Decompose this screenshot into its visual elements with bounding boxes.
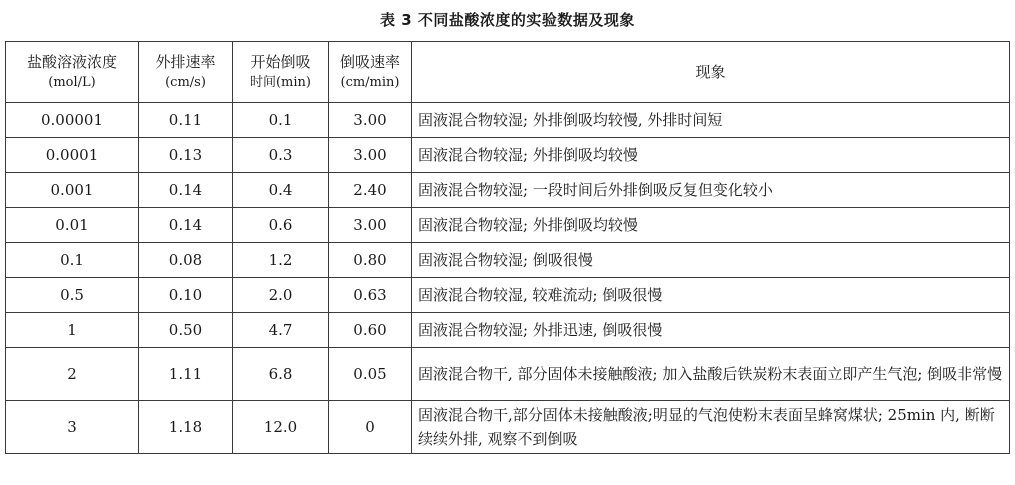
cell-start-time: 4.7 bbox=[233, 313, 329, 348]
table-row bbox=[6, 313, 1010, 348]
cell-outflow-rate: 0.11 bbox=[139, 103, 233, 138]
header-concentration bbox=[6, 42, 139, 103]
header-backflow-rate-label: 倒吸速率 bbox=[339, 53, 400, 71]
header-start-time bbox=[233, 42, 329, 103]
cell-start-time: 0.1 bbox=[233, 103, 329, 138]
cell-concentration: 2 bbox=[6, 348, 139, 401]
cell-outflow-rate: 0.50 bbox=[139, 313, 233, 348]
cell-concentration: 0.0001 bbox=[6, 138, 139, 173]
cell-phenomenon: 固液混合物较湿; 一段时间后外排倒吸反复但变化较小 bbox=[412, 173, 1010, 208]
cell-start-time: 12.0 bbox=[233, 401, 329, 454]
cell-phenomenon: 固液混合物较湿; 倒吸很慢 bbox=[412, 243, 1010, 278]
cell-start-time: 0.3 bbox=[233, 138, 329, 173]
cell-concentration: 3 bbox=[6, 401, 139, 454]
cell-backflow-rate: 0 bbox=[329, 401, 412, 454]
cell-concentration: 1 bbox=[6, 313, 139, 348]
cell-start-time: 6.8 bbox=[233, 348, 329, 401]
cell-outflow-rate: 0.14 bbox=[139, 208, 233, 243]
header-row bbox=[6, 42, 1010, 103]
cell-concentration: 0.001 bbox=[6, 173, 139, 208]
header-outflow-rate-unit: (cm/s) bbox=[165, 75, 206, 90]
cell-backflow-rate: 3.00 bbox=[329, 138, 412, 173]
cell-backflow-rate: 3.00 bbox=[329, 208, 412, 243]
cell-phenomenon: 固液混合物较湿; 外排迅速, 倒吸很慢 bbox=[412, 313, 1010, 348]
cell-outflow-rate: 0.10 bbox=[139, 278, 233, 313]
cell-concentration: 0.01 bbox=[6, 208, 139, 243]
table-caption: 表 3 不同盐酸浓度的实验数据及现象 bbox=[380, 11, 635, 29]
header-start-time-unit: 时间(min) bbox=[249, 75, 311, 90]
header-start-time-label: 开始倒吸 bbox=[250, 53, 311, 71]
cell-concentration: 0.1 bbox=[6, 243, 139, 278]
cell-outflow-rate: 1.11 bbox=[139, 348, 233, 401]
header-concentration-unit: (mol/L) bbox=[48, 75, 96, 90]
cell-phenomenon: 固液混合物较湿; 外排倒吸均较慢 bbox=[412, 138, 1010, 173]
header-backflow-rate-unit: (cm/min) bbox=[340, 75, 400, 90]
cell-concentration: 0.5 bbox=[6, 278, 139, 313]
cell-phenomenon: 固液混合物干, 部分固体未接触酸液; 加入盐酸后铁炭粉末表面立即产生气泡; 倒吸非常慢 bbox=[412, 348, 1010, 401]
cell-phenomenon: 固液混合物干,部分固体未接触酸液;明显的气泡使粉末表面呈蜂窝煤状; 25min 内, 断断续续外排, 观察不到倒吸 bbox=[412, 401, 1010, 454]
table-row bbox=[6, 173, 1010, 208]
table-row bbox=[6, 278, 1010, 313]
data-table bbox=[5, 41, 1010, 454]
cell-outflow-rate: 0.08 bbox=[139, 243, 233, 278]
cell-backflow-rate: 0.63 bbox=[329, 278, 412, 313]
cell-outflow-rate: 0.14 bbox=[139, 173, 233, 208]
cell-phenomenon: 固液混合物较湿; 外排倒吸均较慢 bbox=[412, 208, 1010, 243]
cell-concentration: 0.00001 bbox=[6, 103, 139, 138]
table-row bbox=[6, 208, 1010, 243]
cell-start-time: 2.0 bbox=[233, 278, 329, 313]
cell-start-time: 0.4 bbox=[233, 173, 329, 208]
table-row bbox=[6, 103, 1010, 138]
cell-outflow-rate: 1.18 bbox=[139, 401, 233, 454]
cell-backflow-rate: 3.00 bbox=[329, 103, 412, 138]
cell-start-time: 1.2 bbox=[233, 243, 329, 278]
header-outflow-rate bbox=[139, 42, 233, 103]
cell-backflow-rate: 0.05 bbox=[329, 348, 412, 401]
cell-start-time: 0.6 bbox=[233, 208, 329, 243]
table-row bbox=[6, 401, 1010, 454]
cell-outflow-rate: 0.13 bbox=[139, 138, 233, 173]
cell-phenomenon: 固液混合物较湿, 较难流动; 倒吸很慢 bbox=[412, 278, 1010, 313]
cell-backflow-rate: 2.40 bbox=[329, 173, 412, 208]
header-outflow-rate-label: 外排速率 bbox=[155, 53, 216, 71]
cell-phenomenon: 固液混合物较湿; 外排倒吸均较慢, 外排时间短 bbox=[412, 103, 1010, 138]
header-phenomenon: 现象 bbox=[412, 42, 1010, 103]
cell-backflow-rate: 0.60 bbox=[329, 313, 412, 348]
header-concentration-label: 盐酸溶液浓度 bbox=[26, 53, 117, 71]
table-row bbox=[6, 243, 1010, 278]
header-backflow-rate bbox=[329, 42, 412, 103]
cell-backflow-rate: 0.80 bbox=[329, 243, 412, 278]
table-row bbox=[6, 348, 1010, 401]
table-row bbox=[6, 138, 1010, 173]
